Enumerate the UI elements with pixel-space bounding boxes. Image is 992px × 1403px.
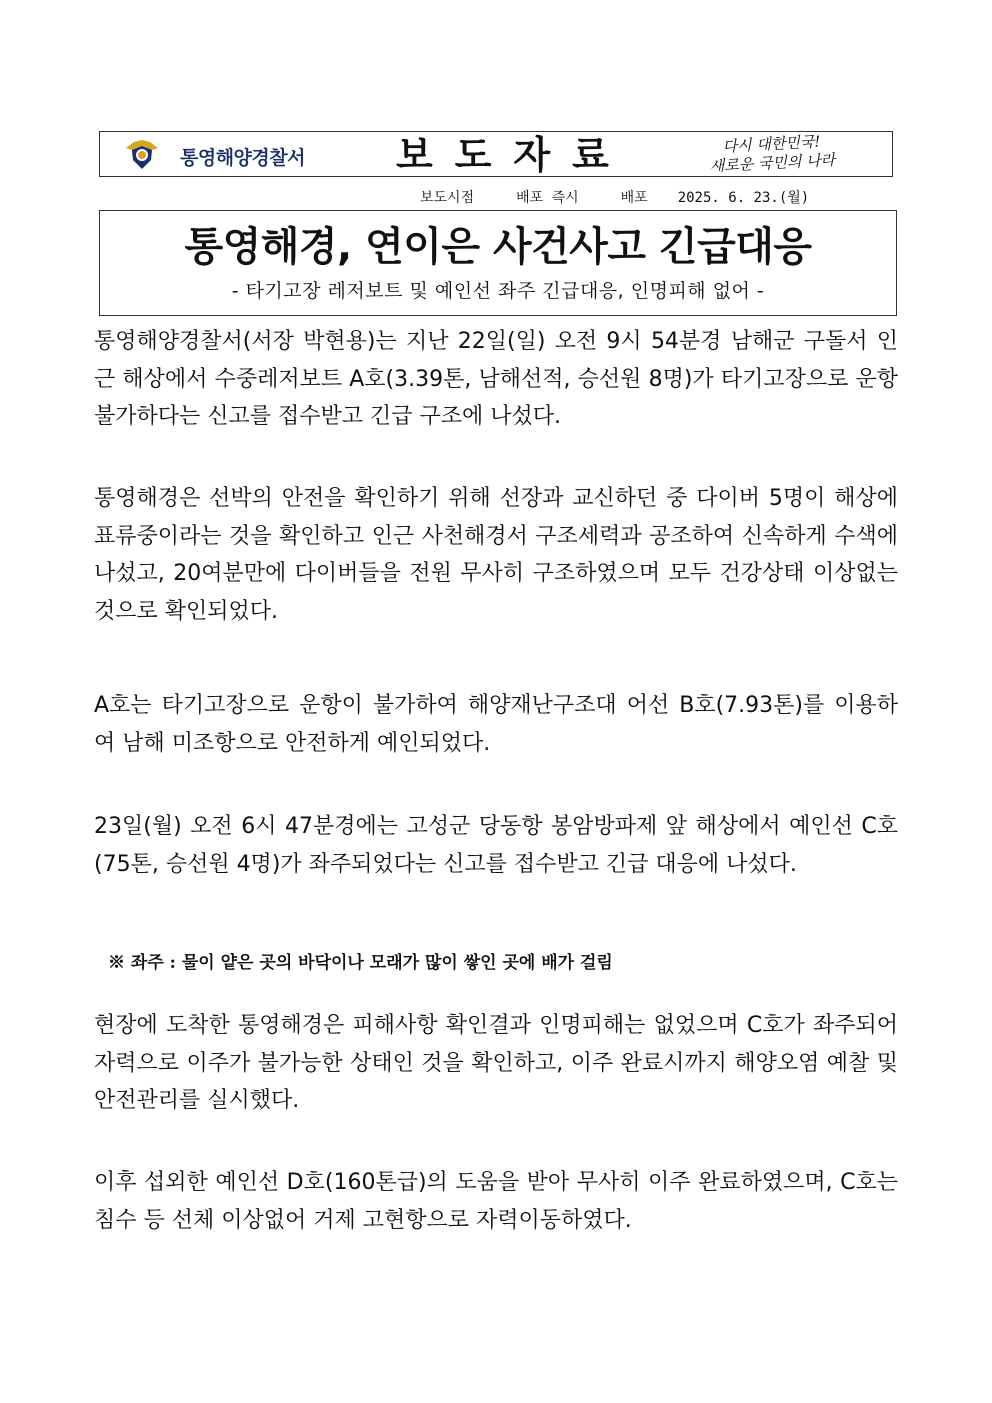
- paragraph-2: 통영해경은 선박의 안전을 확인하기 위해 선장과 교신하던 중 다이버 5명이 해상에 표류중이라는 것을 확인하고 인근 사천해경서 구조세력과 공조하여 신속하게 수색에 나섰고, 20여분만에 다이버들을 전원 무사히 구조하였으며 모두 건강상태 이상없는 것으로 확인되었다.: [94, 486, 898, 624]
- release-time-label: 보도시점: [420, 190, 475, 206]
- headline-title: 통영해경, 연이은 사건사고 긴급대응: [184, 224, 812, 270]
- paragraph-6: 이후 섭외한 예인선 D호(160톤급)의 도움을 받아 무사히 이주 완료하였으며, C호는 침수 등 선체 이상없어 거제 고현항으로 자력이동하였다.: [94, 1170, 898, 1233]
- distribution-label: 배포: [620, 190, 648, 206]
- slogan-line-1: 다시 대한민국!: [722, 132, 821, 156]
- paragraph-5: 현장에 도착한 통영해경은 피해사항 확인결과 인명피해는 없었으며 C호가 좌주되어 자력으로 이주가 불가능한 상태인 것을 확인하고, 이주 완료시까지 해양오염 예찰 및 안전관리를 실시했다.: [94, 1013, 898, 1113]
- slogan-line-2: 새로운 국민의 나라: [709, 150, 836, 176]
- paragraph-4: 23일(월) 오전 6시 47분경에는 고성군 당동항 봉암방파제 앞 해상에서 예인선 C호(75톤, 승선원 4명)가 좌주되었다는 신고를 접수받고 긴급 대응에 나섰다.: [94, 814, 898, 877]
- press-release-label: 보도자료: [396, 133, 631, 177]
- press-header: [99, 131, 893, 177]
- paragraph-1: 통영해양경찰서(서장 박현용)는 지난 22일(일) 오전 9시 54분경 남해군 구돌서 인근 해상에서 수중레저보트 A호(3.39톤, 남해선적, 승선원 8명)가 타기고장으로 운항불가하다는 신고를 접수받고 긴급 구조에 나섰다.: [94, 329, 898, 429]
- headline-box: [99, 210, 897, 316]
- release-time-value: 배포 즉시: [516, 190, 579, 206]
- release-date: 2025. 6. 23.(월): [677, 190, 810, 206]
- headline-subtitle: - 타기고장 레저보트 및 예인선 좌주 긴급대응, 인명피해 없어 -: [231, 280, 765, 302]
- footnote: ※ 좌주 : 물이 얕은 곳의 바닥이나 모래가 많이 쌓인 곳에 배가 걸림: [108, 953, 613, 973]
- paragraph-3: A호는 타기고장으로 운항이 불가하여 해양재난구조대 어선 B호(7.93톤)를 이용하여 남해 미조항으로 안전하게 예인되었다.: [94, 693, 898, 756]
- agency-name: 통영해양경찰서: [180, 147, 305, 169]
- slogan: [683, 130, 861, 177]
- release-info: [420, 187, 809, 207]
- coast-guard-emblem-icon: [124, 136, 160, 172]
